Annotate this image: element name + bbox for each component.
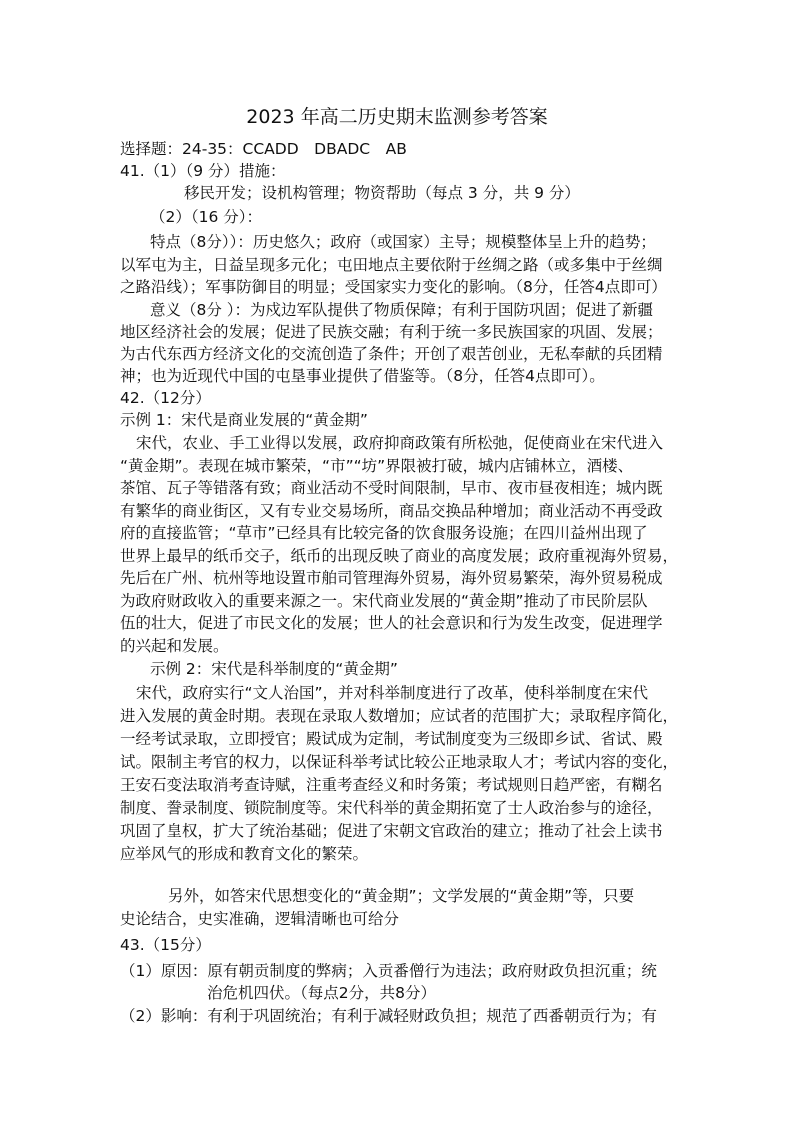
line-choice-answers: 选择题：24-35：CCADD DBADC AB — [120, 140, 407, 158]
line-q43-heading: 43.（15分） — [120, 936, 211, 954]
line-example2-1: 宋代，政府实行“文人治国”，并对科举制度进行了改革，使科举制度在宋代 — [136, 684, 649, 702]
line-example2-4: 试。限制主考官的权力，以保证科举考试比较公正地录取人才；考试内容的变化， — [120, 753, 679, 771]
line-q41-part1-heading: 41.（1）（9 分）措施： — [120, 162, 286, 180]
line-example1-3: 茶馆、瓦子等错落有致；商业活动不受时间限制，早市、夜市昼夜相连；城内既 — [120, 479, 663, 497]
line-additional-note-2: 史论结合，史实准确，逻辑清晰也可给分 — [120, 910, 400, 928]
line-q41-part1-answer: 移民开发；设机构管理；物资帮助（每点 3 分，共 9 分） — [184, 184, 580, 202]
line-significance-3: 为古代东西方经济文化的交流创造了条件；开创了艰苦创业，无私奉献的兵团精 — [120, 345, 663, 363]
line-example1-9: 伍的壮大，促进了市民文化的发展；世人的社会意识和行为发生改变，促进理学 — [120, 614, 663, 632]
line-q43-reasons-1: （1）原因：原有朝贡制度的弊病；入贡番僧行为违法；政府财政负担沉重；统 — [120, 962, 657, 980]
line-example2-6: 制度、誊录制度、锁院制度等。宋代科举的黄金期拓宽了士人政治参与的途径， — [120, 799, 663, 817]
line-q43-reasons-2: 治危机四伏。（每点2分，共8分） — [207, 984, 436, 1002]
line-example1-10: 的兴起和发展。 — [120, 637, 229, 655]
line-additional-note-1: 另外，如答宋代思想变化的“黄金期”；文学发展的“黄金期”等，只要 — [168, 887, 635, 905]
page-title: 2023 年高二历史期末监测参考答案 — [246, 106, 548, 128]
line-example1-1: 宋代，农业、手工业得以发展，政府抑商政策有所松弛，促使商业在宋代进入 — [136, 434, 664, 452]
line-q43-impact-1: （2）影响：有利于巩固统治；有利于减轻财政负担；规范了西番朝贡行为；有 — [120, 1007, 657, 1025]
line-example2-8: 应举风气的形成和教育文化的繁荣。 — [120, 845, 369, 863]
line-significance-1: 意义（8分 ）：为戍边军队提供了物质保障；有利于国防巩固；促进了新疆 — [150, 301, 654, 319]
line-features-3: 之路沿线）；军事防御目的明显；受国家实力变化的影响。（8分，任答4点即可） — [120, 278, 667, 296]
line-example1-6: 世界上最早的纸币交子，纸币的出现反映了商业的高度发展；政府重视海外贸易， — [120, 547, 679, 565]
line-significance-4: 神；也为近现代中国的屯垦事业提供了借鉴等。（8分，任答4点即可）。 — [120, 367, 605, 385]
line-example1-2: “黄金期”。表现在城市繁荣，“市”“坊”界限被打破，城内店铺林立，酒楼、 — [120, 457, 634, 475]
line-example1-5: 府的直接监管；“草市”已经具有比较完备的饮食服务设施；在四川益州出现了 — [120, 524, 648, 542]
line-example2-7: 巩固了皇权，扩大了统治基础；促进了宋朝文官政治的建立；推动了社会上读书 — [120, 822, 663, 840]
line-q42-heading: 42.（12分） — [120, 389, 211, 407]
line-example2-heading: 示例 2：宋代是科举制度的“黄金期” — [150, 660, 398, 678]
line-example2-5: 王安石变法取消考查诗赋，注重考查经义和时务策；考试规则日趋严密，有糊名 — [120, 776, 663, 794]
line-example2-2: 进入发展的黄金时期。表现在录取人数增加；应试者的范围扩大；录取程序简化， — [120, 707, 679, 725]
line-example1-7: 先后在广州、杭州等地设置市舶司管理海外贸易，海外贸易繁荣，海外贸易税成 — [120, 569, 663, 587]
line-features-2: 以军屯为主，日益呈现多元化；屯田地点主要依附于丝绸之路（或多集中于丝绸 — [120, 256, 663, 274]
line-example1-heading: 示例 1：宋代是商业发展的“黄金期” — [120, 411, 368, 429]
line-example1-4: 有繁华的商业街区，又有专业交易场所，商品交换品种增加；商业活动不再受政 — [120, 502, 663, 520]
line-significance-2: 地区经济社会的发展；促进了民族交融；有利于统一多民族国家的巩固、发展； — [120, 323, 663, 341]
line-q41-part2-heading: （2）（16 分）： — [150, 208, 263, 226]
line-features-1: 特点（8分））：历史悠久；政府（或国家）主导；规模整体呈上升的趋势； — [150, 233, 656, 251]
line-example2-3: 一经考试录取，立即授官；殿试成为定制，考试制度变为三级即乡试、省试、殿 — [120, 730, 663, 748]
line-example1-8: 为政府财政收入的重要来源之一。宋代商业发展的“黄金期”推动了市民阶层队 — [120, 592, 648, 610]
